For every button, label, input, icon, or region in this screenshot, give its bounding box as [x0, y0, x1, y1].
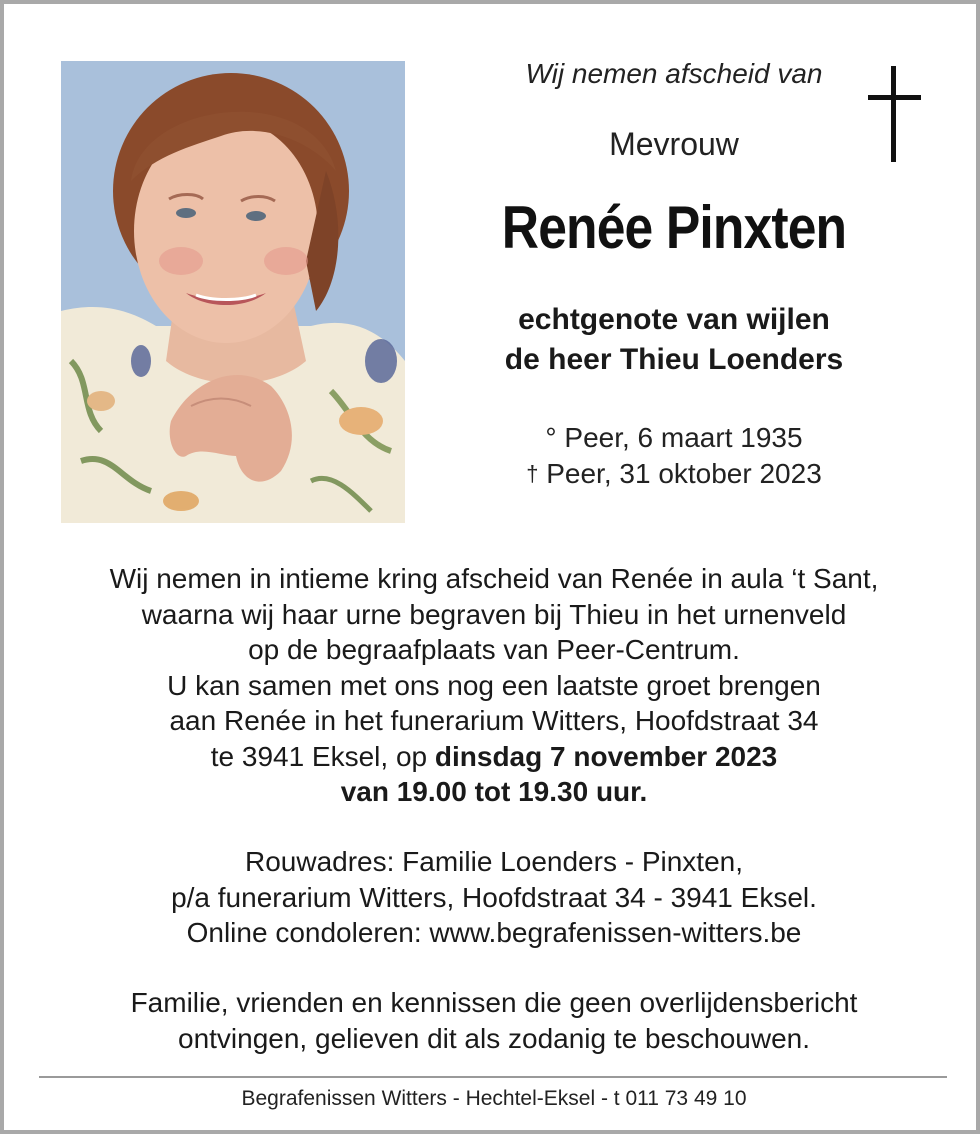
- spouse-info: [464, 300, 884, 380]
- intro-text: Wij nemen afscheid van: [525, 58, 823, 89]
- notice-text: [4, 985, 980, 1056]
- address-line-3: Online condoleren: www.begrafenissen-witters.be: [186, 917, 802, 948]
- footer-credit: Begrafenissen Witters - Hechtel-Eksel - t 011 73 49 10: [241, 1087, 747, 1110]
- body-line-6-prefix: te 3941 Eksel, op: [210, 740, 435, 772]
- footer-divider: [39, 1076, 947, 1078]
- mourning-address: [4, 844, 980, 951]
- address-line-2: p/a funerarium Witters, Hoofdstraat 34 - 3941 Eksel.: [171, 881, 817, 913]
- body-line-1: Wij nemen in intieme kring afscheid van Renée in aula ‘t Sant,: [109, 563, 879, 594]
- notice-line-1: Familie, vrienden en kennissen die geen overlijdensbericht: [130, 987, 858, 1018]
- spouse-line-2: de heer Thieu Loenders: [504, 343, 844, 376]
- death-date-text: Peer, 31 oktober 2023: [538, 458, 822, 489]
- body-line-4: U kan samen met ons nog een laatste groet brengen: [167, 669, 821, 701]
- portrait-photo: [61, 61, 405, 523]
- death-date: [464, 456, 884, 492]
- header-block: [464, 54, 884, 492]
- dagger-icon: †: [526, 461, 539, 486]
- life-dates: [464, 420, 884, 492]
- body-line-5: aan Renée in het funerarium Witters, Hoofdstraat 34: [169, 705, 819, 736]
- birth-date: ° Peer, 6 maart 1935: [545, 422, 803, 453]
- title-word: Mevrouw: [609, 126, 739, 162]
- visitation-date: dinsdag 7 november 2023: [434, 740, 778, 772]
- notice-line-2: ontvingen, gelieven dit als zodanig te beschouwen.: [178, 1022, 810, 1054]
- body-line-6: [4, 739, 980, 775]
- spouse-line-1: echtgenote van wijlen: [518, 303, 830, 336]
- address-line-1: Rouwadres: Familie Loenders - Pinxten,: [244, 846, 743, 877]
- visitation-time: van 19.00 tot 19.30 uur.: [340, 776, 648, 807]
- ceremony-text: [4, 561, 980, 810]
- deceased-name: Renée Pinxten: [501, 194, 847, 261]
- body-line-2: waarna wij haar urne begraven bij Thieu in het urnenveld: [141, 598, 847, 630]
- body-line-3: op de begraafplaats van Peer-Centrum.: [248, 634, 740, 665]
